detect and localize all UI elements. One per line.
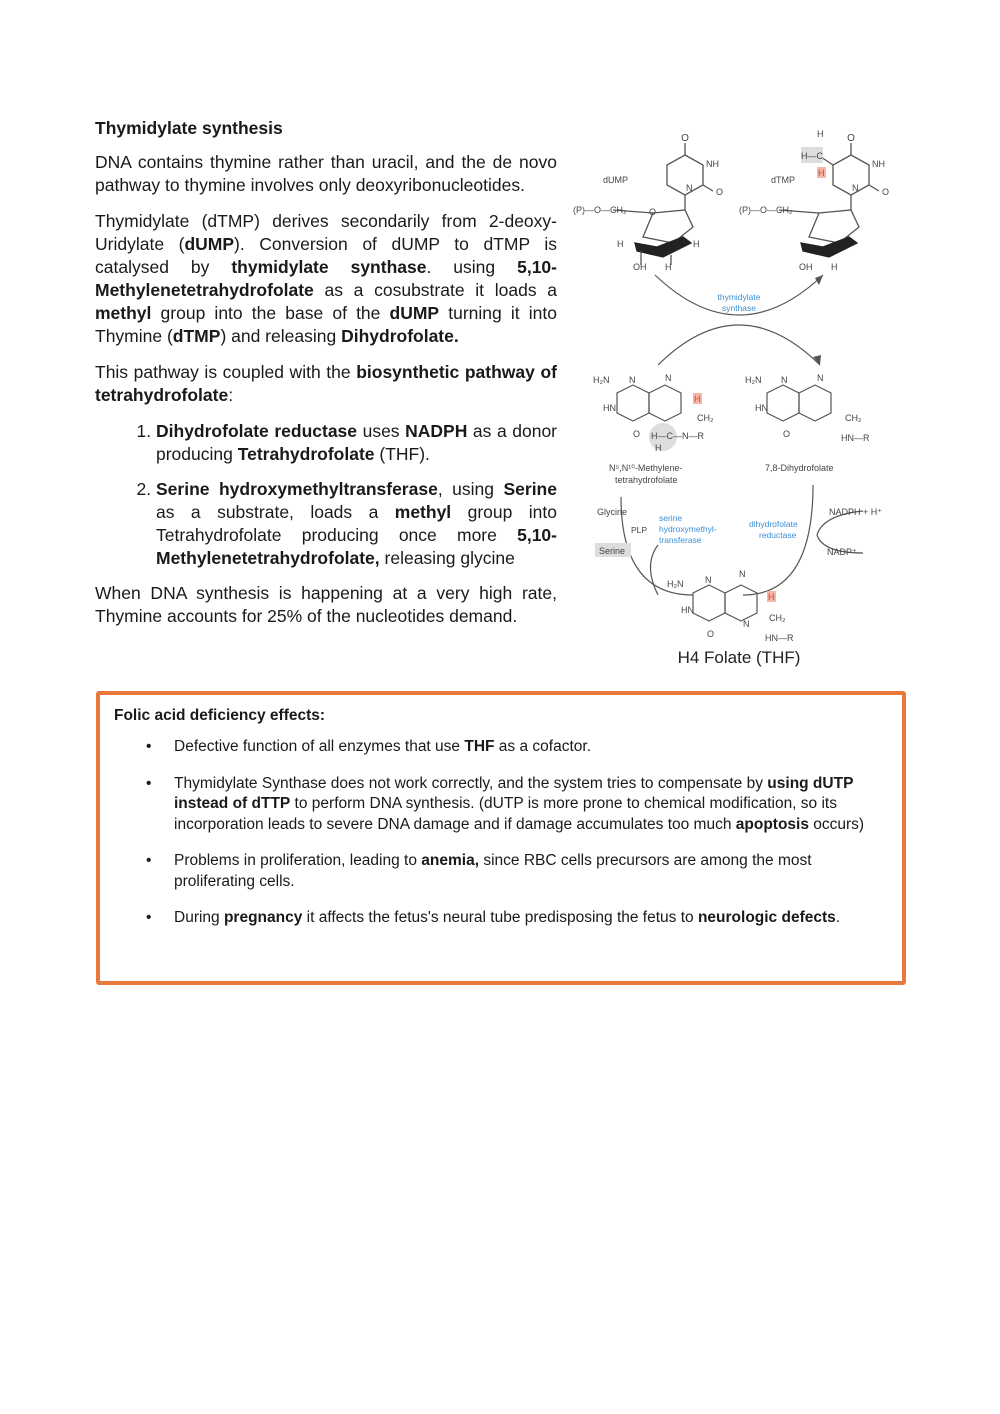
svg-text:H—C—N—R: H—C—N—R [651, 431, 704, 441]
svg-text:N: N [705, 575, 712, 585]
serine-label: Serine [599, 546, 626, 556]
svg-text:O: O [882, 187, 890, 197]
svg-text:transferase: transferase [659, 535, 702, 545]
bullet-icon: • [146, 774, 152, 792]
svg-text:hydroxymethyl-: hydroxymethyl- [659, 524, 717, 534]
svg-text:H₂N: H₂N [593, 375, 610, 385]
deficiency-callout-box [96, 691, 906, 985]
svg-text:H: H [818, 168, 825, 178]
nadph-label: NADPH + H⁺ [829, 507, 883, 517]
svg-text:H: H [665, 262, 672, 272]
figure-caption: H4 Folate (THF) [677, 648, 801, 667]
deficiency-effects-list [100, 737, 880, 945]
svg-text:H: H [768, 592, 775, 602]
svg-text:HN—R: HN—R [765, 633, 794, 643]
svg-text:N: N [739, 569, 746, 579]
svg-text:N: N [781, 375, 788, 385]
bullet-icon: • [146, 909, 152, 926]
list-item: • Thymidylate Synthase does not work correctly, and the system tries to compensate by using dUTP instead of dTTP to perform DNA synthesis. (dUTP is more prone to chemical modification, so its incorporation leads to severe DNA damage and if damage accumulates too much apoptosis occurs) [146, 774, 865, 833]
list-item: • Problems in proliferation, leading to anemia, since RBC cells precursors are among the most proliferating cells. [146, 852, 812, 890]
svg-text:CH₂: CH₂ [697, 413, 714, 423]
svg-text:synthase: synthase [721, 303, 757, 313]
svg-text:H: H [617, 239, 624, 249]
dtmp-label: dTMP [771, 175, 796, 185]
main-text-column [95, 118, 557, 641]
svg-text:H—C: H—C [801, 151, 823, 161]
svg-text:N: N [817, 373, 824, 383]
svg-text:CH₂: CH₂ [845, 413, 862, 423]
bullet-icon: • [146, 852, 152, 869]
svg-text:H: H [655, 443, 662, 453]
svg-text:H: H [817, 129, 824, 139]
svg-text:OH: OH [799, 262, 813, 272]
closing-paragraph: When DNA synthesis is happening at a very high rate, Thymine accounts for 25% of the nucleotides demand. [95, 583, 557, 626]
svg-text:O: O [633, 429, 641, 439]
nadp-label: NADP⁺ [827, 547, 857, 557]
svg-text:N: N [852, 183, 859, 193]
svg-text:NH: NH [872, 159, 885, 169]
svg-text:H: H [831, 262, 838, 272]
svg-text:H: H [693, 239, 700, 249]
svg-text:NH: NH [706, 159, 719, 169]
list-item: 2. Serine hydroxymethyltransferase, using Serine as a substrate, loads a methyl group into Tetrahydrofolate producing once more 5,10-Methylenetetrahydrofolate, releasing glycine [156, 478, 557, 570]
shmt-label: serine [659, 513, 683, 523]
methylene-thf-label: N⁵,N¹⁰-Methylene- [609, 463, 683, 473]
svg-text:N: N [629, 375, 636, 385]
plp-label: PLP [631, 525, 648, 535]
svg-text:O: O [783, 429, 791, 439]
svg-text:O: O [707, 629, 715, 639]
glycine-label: Glycine [597, 507, 628, 517]
svg-text:H₂N: H₂N [745, 375, 762, 385]
dtmp-paragraph: Thymidylate (dTMP) derives secondarily from 2-deoxy-Uridylate (dUMP). Conversion of dUMP to dTMP is catalysed by thymidylate synthase. using 5,10-Methylenetetrahydrofolate as a cosubstrate it loads a methyl group into the base of the dUMP turning it into Thymine (dTMP) and releasing Dihydrofolate. [95, 211, 557, 346]
svg-text:H: H [694, 394, 701, 404]
svg-text:N: N [743, 619, 750, 629]
svg-text:O: O [847, 133, 855, 144]
svg-text:N: N [686, 183, 693, 193]
svg-text:O: O [716, 187, 724, 197]
svg-text:tetrahydrofolate: tetrahydrofolate [615, 475, 678, 485]
list-item: • Defective function of all enzymes that use THF as a cofactor. [100, 737, 880, 758]
svg-text:HN: HN [681, 605, 694, 615]
bullet-icon: • [146, 738, 152, 755]
svg-text:CH₂: CH₂ [769, 613, 786, 623]
dump-label: dUMP [603, 175, 629, 185]
svg-text:O: O [649, 207, 657, 217]
svg-text:HN: HN [755, 403, 768, 413]
coupling-paragraph: This pathway is coupled with the biosynthetic pathway of tetrahydrofolate: [95, 362, 557, 405]
list-item: 1. Dihydrofolate reductase uses NADPH as a donor producing Tetrahydrofolate (THF). [156, 420, 557, 466]
svg-text:OH: OH [633, 262, 647, 272]
ts-enzyme-label: thymidylate [717, 292, 761, 302]
intro-paragraph: DNA contains thymine rather than uracil, and the de novo pathway to thymine involves only deoxyribonucleotides. [95, 152, 557, 195]
svg-text:(P)—O—CH₂: (P)—O—CH₂ [573, 205, 627, 215]
pathway-figure [573, 125, 905, 645]
svg-text:O: O [681, 133, 689, 144]
svg-text:HN: HN [603, 403, 616, 413]
pathway-diagram [573, 125, 905, 645]
svg-text:N: N [665, 373, 672, 383]
list-item: • During pregnancy it affects the fetus's neural tube predisposing the fetus to neurologic defects. [100, 908, 880, 929]
dhfr-label: dihydrofolate [749, 519, 798, 529]
svg-text:H₂N: H₂N [667, 579, 684, 589]
svg-text:(P)—O—CH₂: (P)—O—CH₂ [739, 205, 793, 215]
dhf-label: 7,8-Dihydrofolate [765, 463, 834, 473]
section-heading: Thymidylate synthesis [95, 118, 283, 138]
svg-text:reductase: reductase [759, 530, 797, 540]
svg-text:HN—R: HN—R [841, 433, 870, 443]
callout-title: Folic acid deficiency effects: [114, 707, 326, 724]
pathway-steps-list [95, 420, 557, 570]
